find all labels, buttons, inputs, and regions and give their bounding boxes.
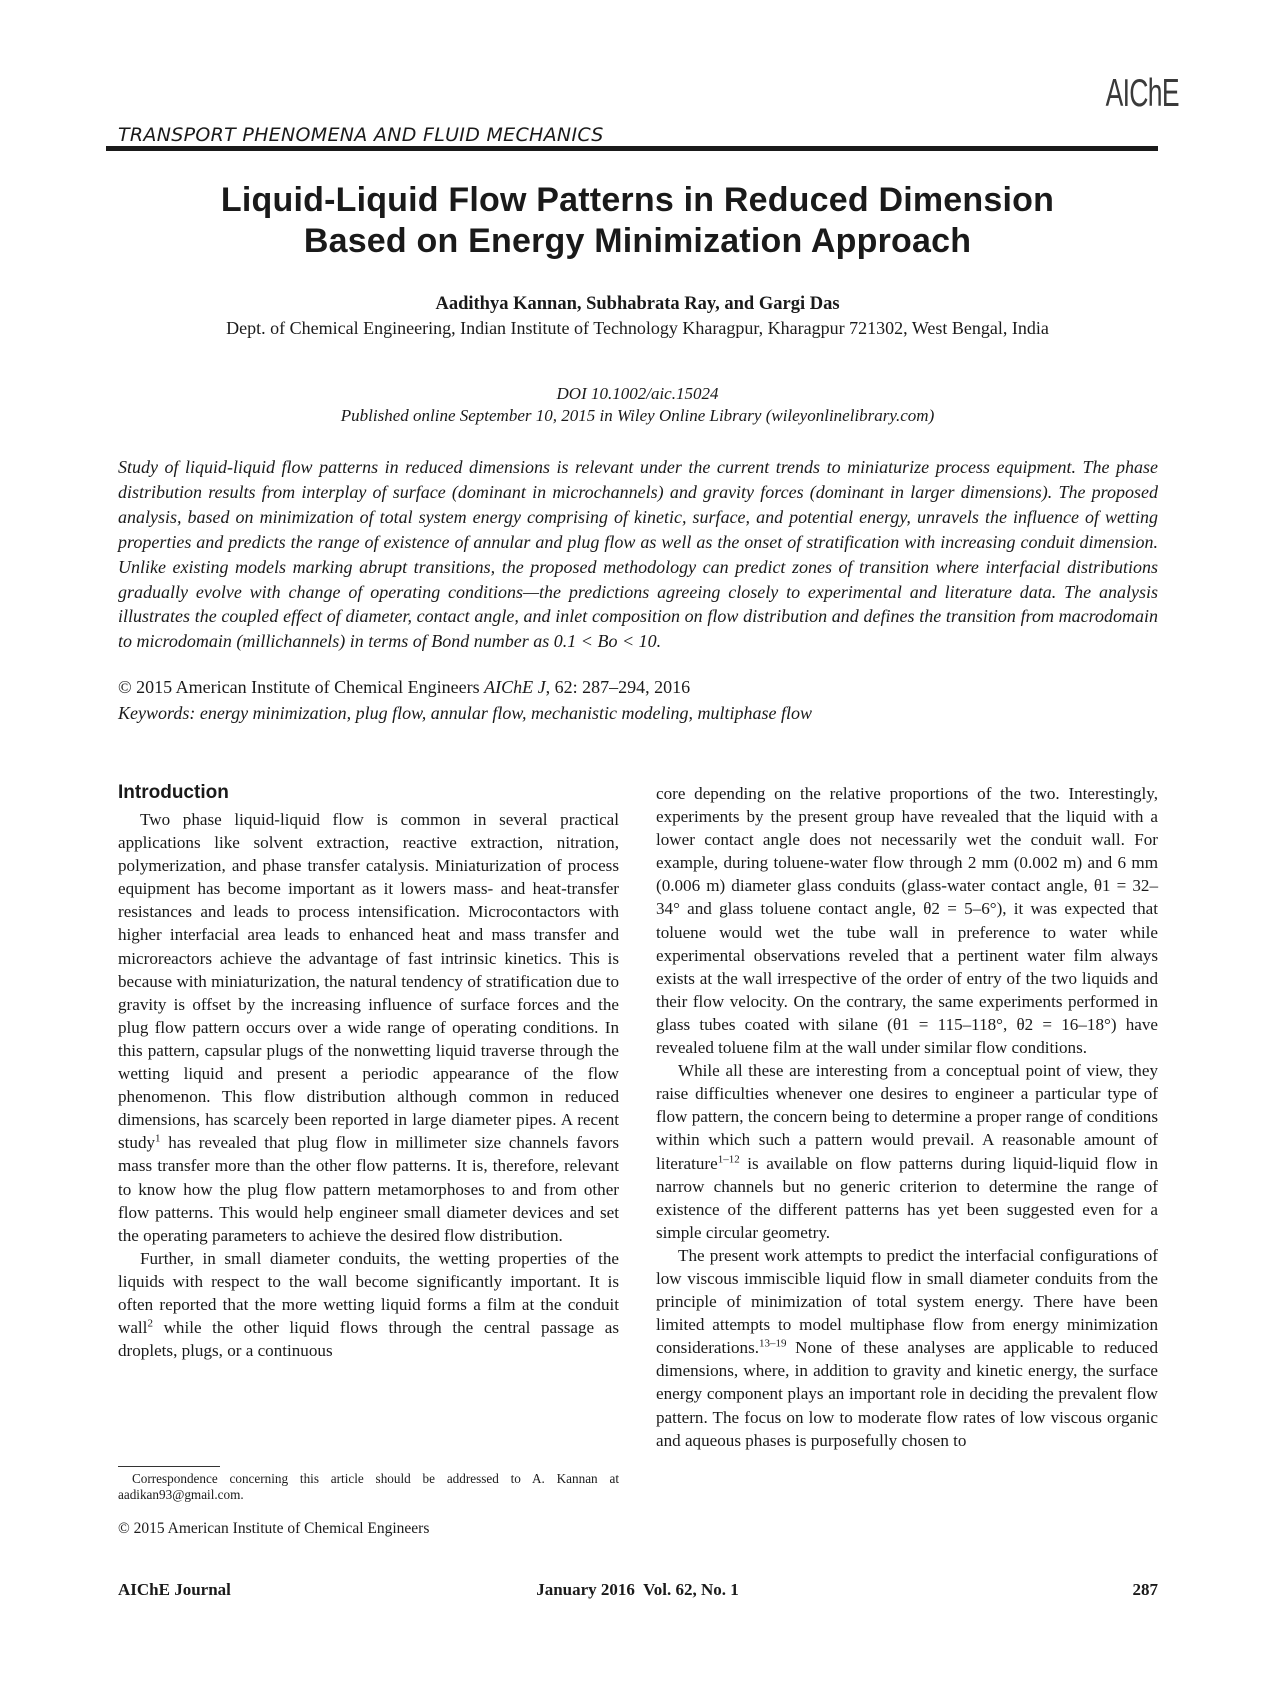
citation: 2 bbox=[147, 1317, 153, 1330]
paragraph-4 bbox=[656, 1059, 1158, 1244]
article-title bbox=[130, 180, 1145, 262]
paragraph-3: core depending on the relative proportions of the two. Interestingly, experiments by the present group have revealed that the liquid with a lower contact angle does not necessarily wet the conduit wall. For example, during toluene-water flow through 2 mm (0.002 m) and 6 mm (0.006 m) diameter glass conduits (glass-water contact angle, θ1 = 32–34° and glass toluene contact angle, θ2 = 5–6°), it was expected that toluene would wet the tube wall in preference to water while experimental observations reveled that a pertinent water film always exists at the wall irrespective of the order of entry of the two liquids and their flow velocity. On the contrary, the same experiments performed in glass tubes coated with silane (θ1 = 115–118°, θ2 = 16–18°) have revealed toluene film at the wall under similar flow conditions. bbox=[656, 784, 1158, 1058]
citation: 1–12 bbox=[717, 1152, 740, 1165]
footnote-rule bbox=[118, 1466, 220, 1467]
paragraph-5 bbox=[656, 1244, 1158, 1452]
paragraph-text: Two phase liquid-liquid flow is common in several practical applications like solvent extraction, reactive extraction, nitration, polymerization, and phase transfer catalysis. Miniaturization of process equipment has become important as it lowers mass- and heat-transfer resistances and leads to process intensification. Microcontactors with higher interfacial area leads to enhanced heat and mass transfer and microreactors achieve the advantage of fast intrinsic kinetics. This is because with miniaturization, the natural tendency of stratification due to gravity is offset by the increasing influence of surface forces and the plug flow pattern occurs over a wide range of operating conditions. In this pattern, capsular plugs of the nonwetting liquid traverse through the wetting liquid and present a periodic appearance of the flow phenomenon. This flow distribution although common in reduced dimensions, has scarcely been reported in large diameter pipes. A recent study bbox=[118, 810, 619, 1153]
paragraph-2 bbox=[118, 1247, 619, 1362]
paragraph-text: has revealed that plug flow in millimeter size channels favors mass transfer more than the other flow patterns. It is, therefore, relevant to know how the plug flow pattern metamorphoses to and from other flow patterns. This would help engineer small diameter devices and set the operating parameters to achieve the desired flow distribution. bbox=[118, 1133, 619, 1245]
journal-abbreviation: AIChE J bbox=[484, 677, 546, 697]
copyright-prefix: © 2015 American Institute of Chemical Engineers bbox=[118, 677, 485, 697]
abstract: Study of liquid-liquid flow patterns in reduced dimensions is relevant under the current trends to miniaturize process equipment. The phase distribution results from interplay of surface (dominant in microchannels) and gravity forces (dominant in larger dimensions). The proposed analysis, based on minimization of total system energy comprising of kinetic, surface, and potential energy, unravels the influence of wetting properties and predicts the range of existence of annular and plug flow as well as the onset of stratification with increasing conduit dimension. Unlike existing models marking abrupt transitions, the proposed methodology can predict zones of transition where interfacial distributions gradually evolve with change of operating conditions—the predictions agreeing closely to experimental and literature data. The analysis illustrates the coupled effect of diameter, contact angle, and inlet composition on flow distribution and defines the transition from macrodomain to microdomain (millichannels) in terms of Bond number as 0.1 < Bo < 10. bbox=[118, 457, 1158, 652]
paragraph-text: is available on flow patterns during liquid-liquid flow in narrow channels but no generic criterion to determine the range of existence of the different patterns has yet been suggested even for a simple circular geometry. bbox=[656, 1153, 1158, 1242]
abstract-copyright bbox=[118, 677, 690, 698]
title-line-1: Liquid-Liquid Flow Patterns in Reduced Dimension bbox=[220, 181, 1055, 219]
footnote-copyright: © 2015 American Institute of Chemical Engineers bbox=[118, 1520, 430, 1537]
page-number: 287 bbox=[1132, 1580, 1158, 1599]
footer-journal: AIChE Journal bbox=[118, 1580, 231, 1599]
publication-info: Published online September 10, 2015 in Wiley Online Library (wileyonlinelibrary.com) bbox=[340, 406, 935, 425]
keywords: Keywords: energy minimization, plug flow, annular flow, mechanistic modeling, multiphase flow bbox=[118, 703, 812, 723]
paragraph-1 bbox=[118, 808, 619, 1247]
affiliation: Dept. of Chemical Engineering, Indian Institute of Technology Kharagpur, Kharagpur 721302, West Bengal, India bbox=[226, 318, 1049, 338]
citation: 1 bbox=[155, 1132, 161, 1145]
header-rule bbox=[106, 146, 1158, 151]
paragraph-text: Further, in small diameter conduits, the wetting properties of the liquids with respect to the wall become significantly important. It is often reported that the more wetting liquid forms a film at the conduit wall bbox=[118, 1248, 619, 1338]
paragraph-text: The present work attempts to predict the interfacial configurations of low viscous immiscible liquid flow in small diameter conduits from the principle of minimization of total system energy. There have been limited attempts to model multiphase flow from energy minimization considerations. bbox=[656, 1245, 1158, 1358]
right-column bbox=[656, 782, 1158, 1452]
copyright-suffix: , 62: 287–294, 2016 bbox=[545, 677, 691, 697]
footer-issue: January 2016 Vol. 62, No. 1 bbox=[536, 1580, 739, 1599]
paragraph-text: While all these are interesting from a conceptual point of view, they raise difficulties whenever one desires to engineer a particular type of flow pattern, the concern being to determine a proper range of conditions within which such a pattern would prevail. A reasonable amount of literature bbox=[656, 1061, 1158, 1173]
doi: DOI 10.1002/aic.15024 bbox=[556, 384, 719, 403]
section-heading-introduction: Introduction bbox=[118, 782, 229, 803]
title-line-2: Based on Energy Minimization Approach bbox=[303, 222, 972, 260]
left-column bbox=[118, 808, 619, 1362]
aiche-logo: AIChE bbox=[1105, 72, 1179, 115]
correspondence-footnote: Correspondence concerning this article should be addressed to A. Kannan at aadikan93@gmail.com. bbox=[118, 1471, 619, 1502]
author-list: Aadithya Kannan, Subhabrata Ray, and Gargi Das bbox=[435, 294, 840, 314]
paragraph-text: while the other liquid flows through the central passage as droplets, plugs, or a continuous bbox=[118, 1318, 619, 1361]
section-label: TRANSPORT PHENOMENA AND FLUID MECHANICS bbox=[118, 124, 604, 146]
citation: 13–19 bbox=[759, 1337, 787, 1350]
paragraph-text: None of these analyses are applicable to reduced dimensions, where, in addition to gravity and kinetic energy, the surface energy component plays an important role in deciding the prevalent flow pattern. The focus on low to moderate flow rates of low viscous organic and aqueous phases is purposefully chosen to bbox=[656, 1338, 1158, 1450]
